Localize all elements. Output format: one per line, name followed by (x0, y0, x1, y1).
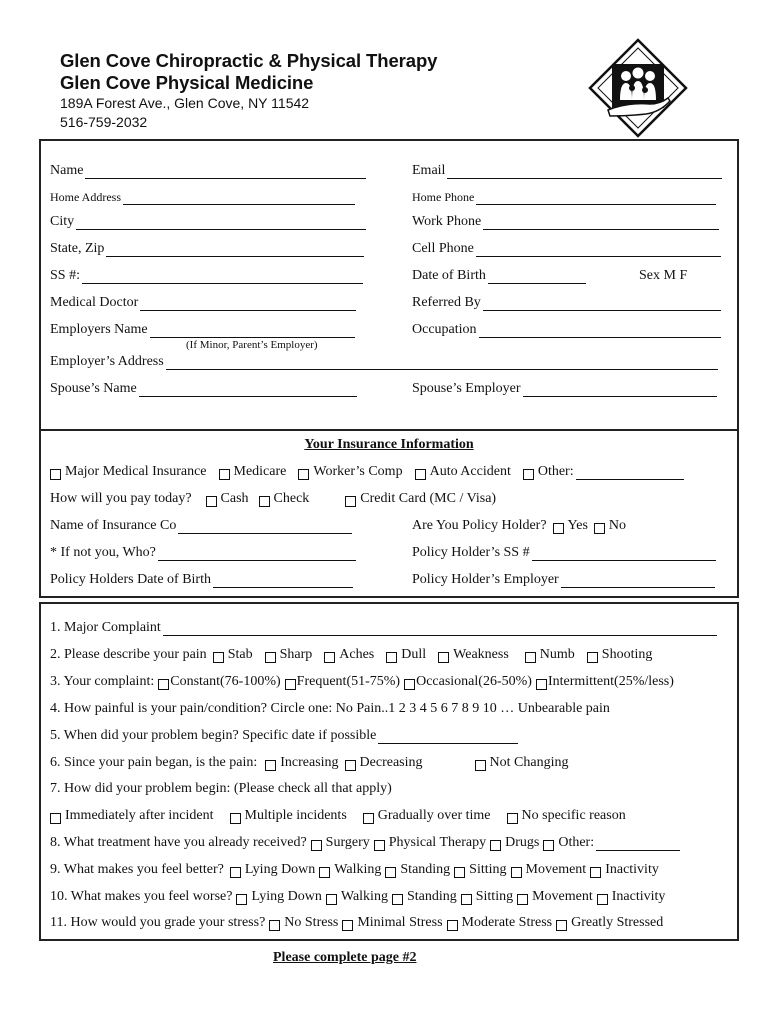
q5-row (50, 728, 518, 744)
pain-weakness: Weakness (453, 647, 509, 662)
begin-gradually: Gradually over time (377, 808, 491, 823)
home-phone-row (412, 190, 716, 205)
problem-begin-date-field[interactable] (378, 729, 518, 744)
checkbox-icon[interactable] (326, 894, 337, 905)
cell-phone-label: Cell Phone (412, 241, 474, 256)
if-not-who-label: * If not you, Who? (50, 545, 156, 560)
better-walking: Walking (334, 862, 382, 877)
city-field[interactable] (76, 215, 366, 230)
spouse-employer-row (412, 381, 717, 397)
complaint-intermittent: Intermittent(25%/less) (547, 674, 674, 689)
email-row (412, 163, 722, 179)
q5-label: 5. When did your problem begin? Specific date if possible (50, 728, 377, 743)
dob-row (412, 268, 586, 284)
checkbox-icon[interactable] (285, 679, 296, 690)
q7-row (50, 781, 392, 797)
holder-dob-field[interactable] (213, 573, 353, 588)
occupation-label: Occupation (412, 322, 477, 337)
medical-doctor-field[interactable] (140, 296, 356, 311)
work-phone-field[interactable] (483, 215, 719, 230)
employer-address-field[interactable] (166, 355, 718, 370)
spouse-name-row (50, 381, 357, 397)
pain-numb: Numb (539, 647, 575, 662)
checkbox-icon[interactable] (454, 867, 465, 878)
complaint-frequent: Frequent(51-75%) (296, 674, 401, 689)
stress-greatly: Greatly Stressed (571, 915, 664, 930)
checkbox-icon[interactable] (415, 469, 426, 480)
policy-holder-yes: Yes (567, 518, 588, 533)
home-phone-label: Home Phone (412, 190, 475, 204)
treatment-other-field[interactable] (596, 836, 680, 851)
patient-info-section (39, 139, 739, 431)
treatment-other: Other: (558, 835, 595, 850)
pain-shooting: Shooting (601, 647, 653, 662)
spouse-employer-field[interactable] (523, 382, 717, 397)
family-in-hand-logo-icon (588, 38, 688, 138)
worse-walking: Walking (340, 889, 388, 904)
complaint-occasional: Occasional(26-50%) (416, 674, 532, 689)
stress-moderate: Moderate Stress (461, 915, 553, 930)
checkbox-icon[interactable] (50, 813, 61, 824)
checkbox-icon[interactable] (311, 840, 322, 851)
q10-label: 10. What makes you feel worse? (50, 889, 233, 904)
state-zip-row (50, 241, 364, 257)
home-address-field[interactable] (123, 190, 355, 205)
treatment-drugs: Drugs (505, 835, 540, 850)
q8-row (50, 835, 680, 851)
checkbox-icon[interactable] (392, 894, 403, 905)
email-label: Email (412, 163, 446, 178)
policy-holder-row (412, 518, 626, 534)
if-not-who-field[interactable] (158, 546, 356, 561)
checkbox-icon[interactable] (265, 652, 276, 663)
pay-credit-card: Credit Card (MC / Visa) (360, 491, 497, 506)
pain-stab: Stab (227, 647, 253, 662)
name-row (50, 163, 366, 179)
occupation-field[interactable] (479, 323, 721, 338)
insurance-type-workers-comp: Worker’s Comp (313, 464, 403, 479)
q7-options-row (50, 808, 626, 824)
checkbox-icon[interactable] (374, 840, 385, 851)
checkbox-icon[interactable] (213, 652, 224, 663)
pay-check: Check (273, 491, 310, 506)
pay-question: How will you pay today? (50, 491, 192, 506)
checkbox-icon[interactable] (523, 469, 534, 480)
q6-label: 6. Since your pain began, is the pain: (50, 755, 258, 770)
clinic-subname: Glen Cove Physical Medicine (60, 72, 314, 93)
checkbox-icon[interactable] (590, 867, 601, 878)
ss-label: SS #: (50, 268, 80, 283)
q1-label: 1. Major Complaint (50, 620, 161, 635)
checkbox-icon[interactable] (386, 652, 397, 663)
dob-field[interactable] (488, 269, 586, 284)
begin-no-reason: No specific reason (521, 808, 626, 823)
q6-row (50, 755, 568, 771)
clinic-phone: 516-759-2032 (60, 114, 148, 130)
employers-name-field[interactable] (150, 323, 355, 338)
checkbox-icon[interactable] (438, 652, 449, 663)
worse-inactivity: Inactivity (611, 889, 666, 904)
checkbox-icon[interactable] (236, 894, 247, 905)
q4-pain-scale[interactable]: 4. How painful is your pain/condition? Circle one: No Pain..1 2 3 4 5 6 7 8 9 10 … Unbearable pain (50, 701, 610, 716)
q7-label: 7. How did your problem begin: (Please check all that apply) (50, 781, 392, 796)
checkbox-icon[interactable] (490, 840, 501, 851)
q3-label: 3. Your complaint: (50, 674, 155, 689)
spouse-employer-label: Spouse’s Employer (412, 381, 521, 396)
complaint-section (39, 602, 739, 941)
home-address-label: Home Address (50, 190, 121, 204)
insurance-title: Your Insurance Information (304, 437, 474, 452)
checkbox-icon[interactable] (553, 523, 564, 534)
q11-label: 11. How would you grade your stress? (50, 915, 266, 930)
checkbox-icon[interactable] (50, 469, 61, 480)
q9-label: 9. What makes you feel better? (50, 862, 224, 877)
minor-note: (If Minor, Parent’s Employer) (186, 339, 318, 351)
checkbox-icon[interactable] (259, 496, 270, 507)
q4-row (50, 701, 610, 717)
checkbox-icon[interactable] (385, 867, 396, 878)
insurance-type-major: Major Medical Insurance (65, 464, 207, 479)
checkbox-icon[interactable] (543, 840, 554, 851)
cell-phone-field[interactable] (476, 242, 721, 257)
checkbox-icon[interactable] (158, 679, 169, 690)
checkbox-icon[interactable] (342, 920, 353, 931)
medical-doctor-row (50, 295, 356, 311)
name-field[interactable] (85, 164, 366, 179)
pain-sharp: Sharp (279, 647, 313, 662)
policy-holder-no: No (608, 518, 627, 533)
worse-standing: Standing (406, 889, 457, 904)
q2-row (50, 647, 652, 663)
spouse-name-field[interactable] (139, 382, 357, 397)
name-label: Name (50, 163, 84, 178)
referred-by-field[interactable] (483, 296, 721, 311)
employer-address-label: Employer’s Address (50, 354, 164, 369)
checkbox-icon[interactable] (298, 469, 309, 480)
pain-not-changing: Not Changing (489, 755, 569, 770)
insurance-type-auto: Auto Accident (429, 464, 511, 479)
if-not-who-row (50, 545, 356, 561)
worse-sitting: Sitting (475, 889, 514, 904)
checkbox-icon[interactable] (363, 813, 374, 824)
checkbox-icon[interactable] (587, 652, 598, 663)
q1-row (50, 620, 717, 636)
dob-label: Date of Birth (412, 268, 486, 283)
checkbox-icon[interactable] (324, 652, 335, 663)
policy-holder-question: Are You Policy Holder? (412, 518, 547, 533)
employer-address-row (50, 354, 718, 370)
email-field[interactable] (447, 164, 722, 179)
checkbox-icon[interactable] (219, 469, 230, 480)
stress-none: No Stress (284, 915, 339, 930)
begin-multiple: Multiple incidents (244, 808, 347, 823)
referred-by-label: Referred By (412, 295, 481, 310)
holder-employer-field[interactable] (561, 573, 715, 588)
pain-dull: Dull (401, 647, 427, 662)
checkbox-icon[interactable] (517, 894, 528, 905)
q2-label: 2. Please describe your pain (50, 647, 207, 662)
stress-minimal: Minimal Stress (357, 915, 443, 930)
treatment-pt: Physical Therapy (388, 835, 487, 850)
checkbox-icon[interactable] (475, 760, 486, 771)
employers-name-label: Employers Name (50, 322, 148, 337)
checkbox-icon[interactable] (345, 496, 356, 507)
worse-movement: Movement (532, 889, 593, 904)
pain-decreasing: Decreasing (359, 755, 423, 770)
footer-note: Please complete page #2 (273, 950, 417, 965)
home-phone-field[interactable] (476, 190, 716, 205)
cell-phone-row (412, 241, 721, 257)
insurance-type-other: Other: (537, 464, 574, 479)
insurance-section (39, 429, 739, 598)
insurance-co-label: Name of Insurance Co (50, 518, 177, 533)
insurance-co-field[interactable] (178, 519, 352, 534)
pain-increasing: Increasing (280, 755, 339, 770)
city-row (50, 214, 366, 230)
checkbox-icon[interactable] (230, 867, 241, 878)
checkbox-icon[interactable] (536, 679, 547, 690)
q3-row (50, 674, 674, 690)
insurance-co-row (50, 518, 352, 534)
checkbox-icon[interactable] (594, 523, 605, 534)
q8-label: 8. What treatment have you already received? (50, 835, 307, 850)
insurance-other-field[interactable] (576, 465, 684, 480)
worse-lying-down: Lying Down (251, 889, 322, 904)
pay-cash: Cash (220, 491, 249, 506)
checkbox-icon[interactable] (345, 760, 356, 771)
employers-name-row (50, 322, 355, 338)
checkbox-icon[interactable] (404, 679, 415, 690)
city-label: City (50, 214, 75, 229)
checkbox-icon[interactable] (230, 813, 241, 824)
complaint-constant: Constant(76-100%) (170, 674, 281, 689)
clinic-header (60, 50, 437, 132)
holder-ss-label: Policy Holder’s SS # (412, 545, 530, 560)
clinic-name: Glen Cove Chiropractic & Physical Therapy (60, 50, 438, 71)
checkbox-icon[interactable] (511, 867, 522, 878)
checkbox-icon[interactable] (265, 760, 276, 771)
better-lying-down: Lying Down (244, 862, 316, 877)
q10-row (50, 889, 665, 905)
state-zip-label: State, Zip (50, 241, 105, 256)
better-movement: Movement (525, 862, 587, 877)
insurance-type-medicare: Medicare (233, 464, 287, 479)
insurance-type-row (50, 464, 684, 480)
holder-employer-row (412, 572, 715, 588)
checkbox-icon[interactable] (525, 652, 536, 663)
holder-dob-label: Policy Holders Date of Birth (50, 572, 211, 587)
work-phone-row (412, 214, 719, 230)
work-phone-label: Work Phone (412, 214, 482, 229)
checkbox-icon[interactable] (461, 894, 472, 905)
q9-row (50, 862, 659, 878)
state-zip-field[interactable] (106, 242, 364, 257)
treatment-surgery: Surgery (325, 835, 370, 850)
holder-ss-field[interactable] (532, 546, 716, 561)
holder-ss-row (412, 545, 716, 561)
holder-employer-label: Policy Holder’s Employer (412, 572, 559, 587)
medical-doctor-label: Medical Doctor (50, 295, 139, 310)
checkbox-icon[interactable] (556, 920, 567, 931)
spouse-name-label: Spouse’s Name (50, 381, 137, 396)
occupation-row (412, 322, 721, 338)
ss-row (50, 268, 363, 284)
holder-dob-row (50, 572, 353, 588)
sex-label[interactable]: Sex M F (639, 268, 688, 283)
home-address-row (50, 190, 355, 205)
checkbox-icon[interactable] (597, 894, 608, 905)
checkbox-icon[interactable] (447, 920, 458, 931)
q11-row (50, 915, 663, 931)
referred-by-row (412, 295, 721, 311)
payment-row (50, 491, 496, 507)
checkbox-icon[interactable] (319, 867, 330, 878)
checkbox-icon[interactable] (507, 813, 518, 824)
major-complaint-field[interactable] (163, 621, 717, 636)
checkbox-icon[interactable] (269, 920, 280, 931)
better-inactivity: Inactivity (605, 862, 659, 877)
sex-row (639, 268, 687, 284)
clinic-address: 189A Forest Ave., Glen Cove, NY 11542 (60, 95, 310, 111)
better-sitting: Sitting (469, 862, 507, 877)
checkbox-icon[interactable] (206, 496, 217, 507)
pain-aches: Aches (339, 647, 375, 662)
begin-immediately: Immediately after incident (65, 808, 214, 823)
ss-field[interactable] (82, 269, 363, 284)
better-standing: Standing (400, 862, 451, 877)
